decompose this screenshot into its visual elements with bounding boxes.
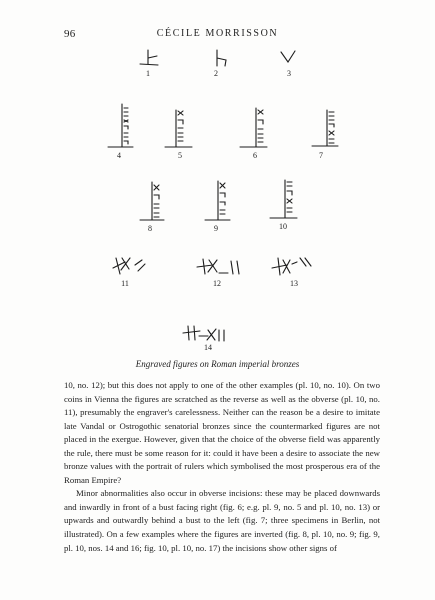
figure-14-glyph	[183, 326, 224, 341]
figure-10-glyph	[270, 180, 297, 218]
running-head: CÉCILE MORRISSON	[156, 28, 279, 39]
figure-label-10: 10	[279, 222, 287, 231]
figure-label-14: 14	[204, 343, 212, 352]
figure-label-4: 4	[117, 151, 121, 160]
figure-12-glyph	[197, 259, 239, 274]
figure-8-glyph	[140, 182, 164, 220]
figure-13-glyph	[272, 258, 311, 275]
figure-6-glyph	[240, 108, 267, 147]
figure-label-11: 11	[121, 279, 129, 288]
figure-label-3: 3	[287, 69, 291, 78]
body-paragraph: 10, no. 12); but this does not apply to one of the other examples (pl. 10, no. 10). On two coins in Vienna the figures are scratched as the reverse as well as the obverse (pl. 10, no. 11), presumably the engraver's carelessness. Neither can the reason be a desire to imitate late Vandal or Ostrogothic senatorial bronzes since the countermarked figures are not placed in the exergue. However, given that the choice of the obverse field was apparently the rule, there must be some reason for it: could it have been a desire to associate the new bronze values with the portrait of rulers which symbolised the most prosperous era of the Roman Empire?	[64, 380, 380, 485]
figure-label-2: 2	[214, 69, 218, 78]
page-number: 96	[64, 28, 76, 40]
figure-caption: Engraved figures on Roman imperial bronzes	[135, 359, 300, 369]
body-paragraph: Minor abnormalities also occur in obverse incisions: these may be placed downwards and inwardly in front of a bust facing right (fig. 6; e.g. pl. 9, no. 5 and pl. 10, no. 13) or upwards and outwardly behind a bust to the left (fig. 7; three specimens in Berlin, not illustrated). On a few examples where the figures are inverted (fig. 8, pl. 10, no. 9; fig. 9, pl. 10, nos. 14 and 16; fig. 10, pl. 10, no. 17) the incisions show other signs of	[64, 488, 380, 553]
figure-label-8: 8	[148, 224, 152, 233]
body-text	[64, 379, 380, 555]
figure-4-glyph	[108, 104, 133, 147]
figure-9-glyph	[205, 181, 230, 220]
figure-1-glyph	[140, 50, 158, 65]
figure-label-6: 6	[253, 151, 257, 160]
figure-3-glyph	[281, 51, 295, 62]
figure-label-7: 7	[319, 151, 323, 160]
figure-label-5: 5	[178, 151, 182, 160]
figure-2-glyph	[217, 50, 226, 66]
figure-label-13: 13	[290, 279, 298, 288]
figure-label-1: 1	[146, 69, 150, 78]
figure-label-9: 9	[214, 224, 218, 233]
figure-label-12: 12	[213, 279, 221, 288]
figure-7-glyph	[312, 110, 338, 146]
figure-11-glyph	[113, 258, 145, 274]
figure-5-glyph	[165, 110, 192, 147]
